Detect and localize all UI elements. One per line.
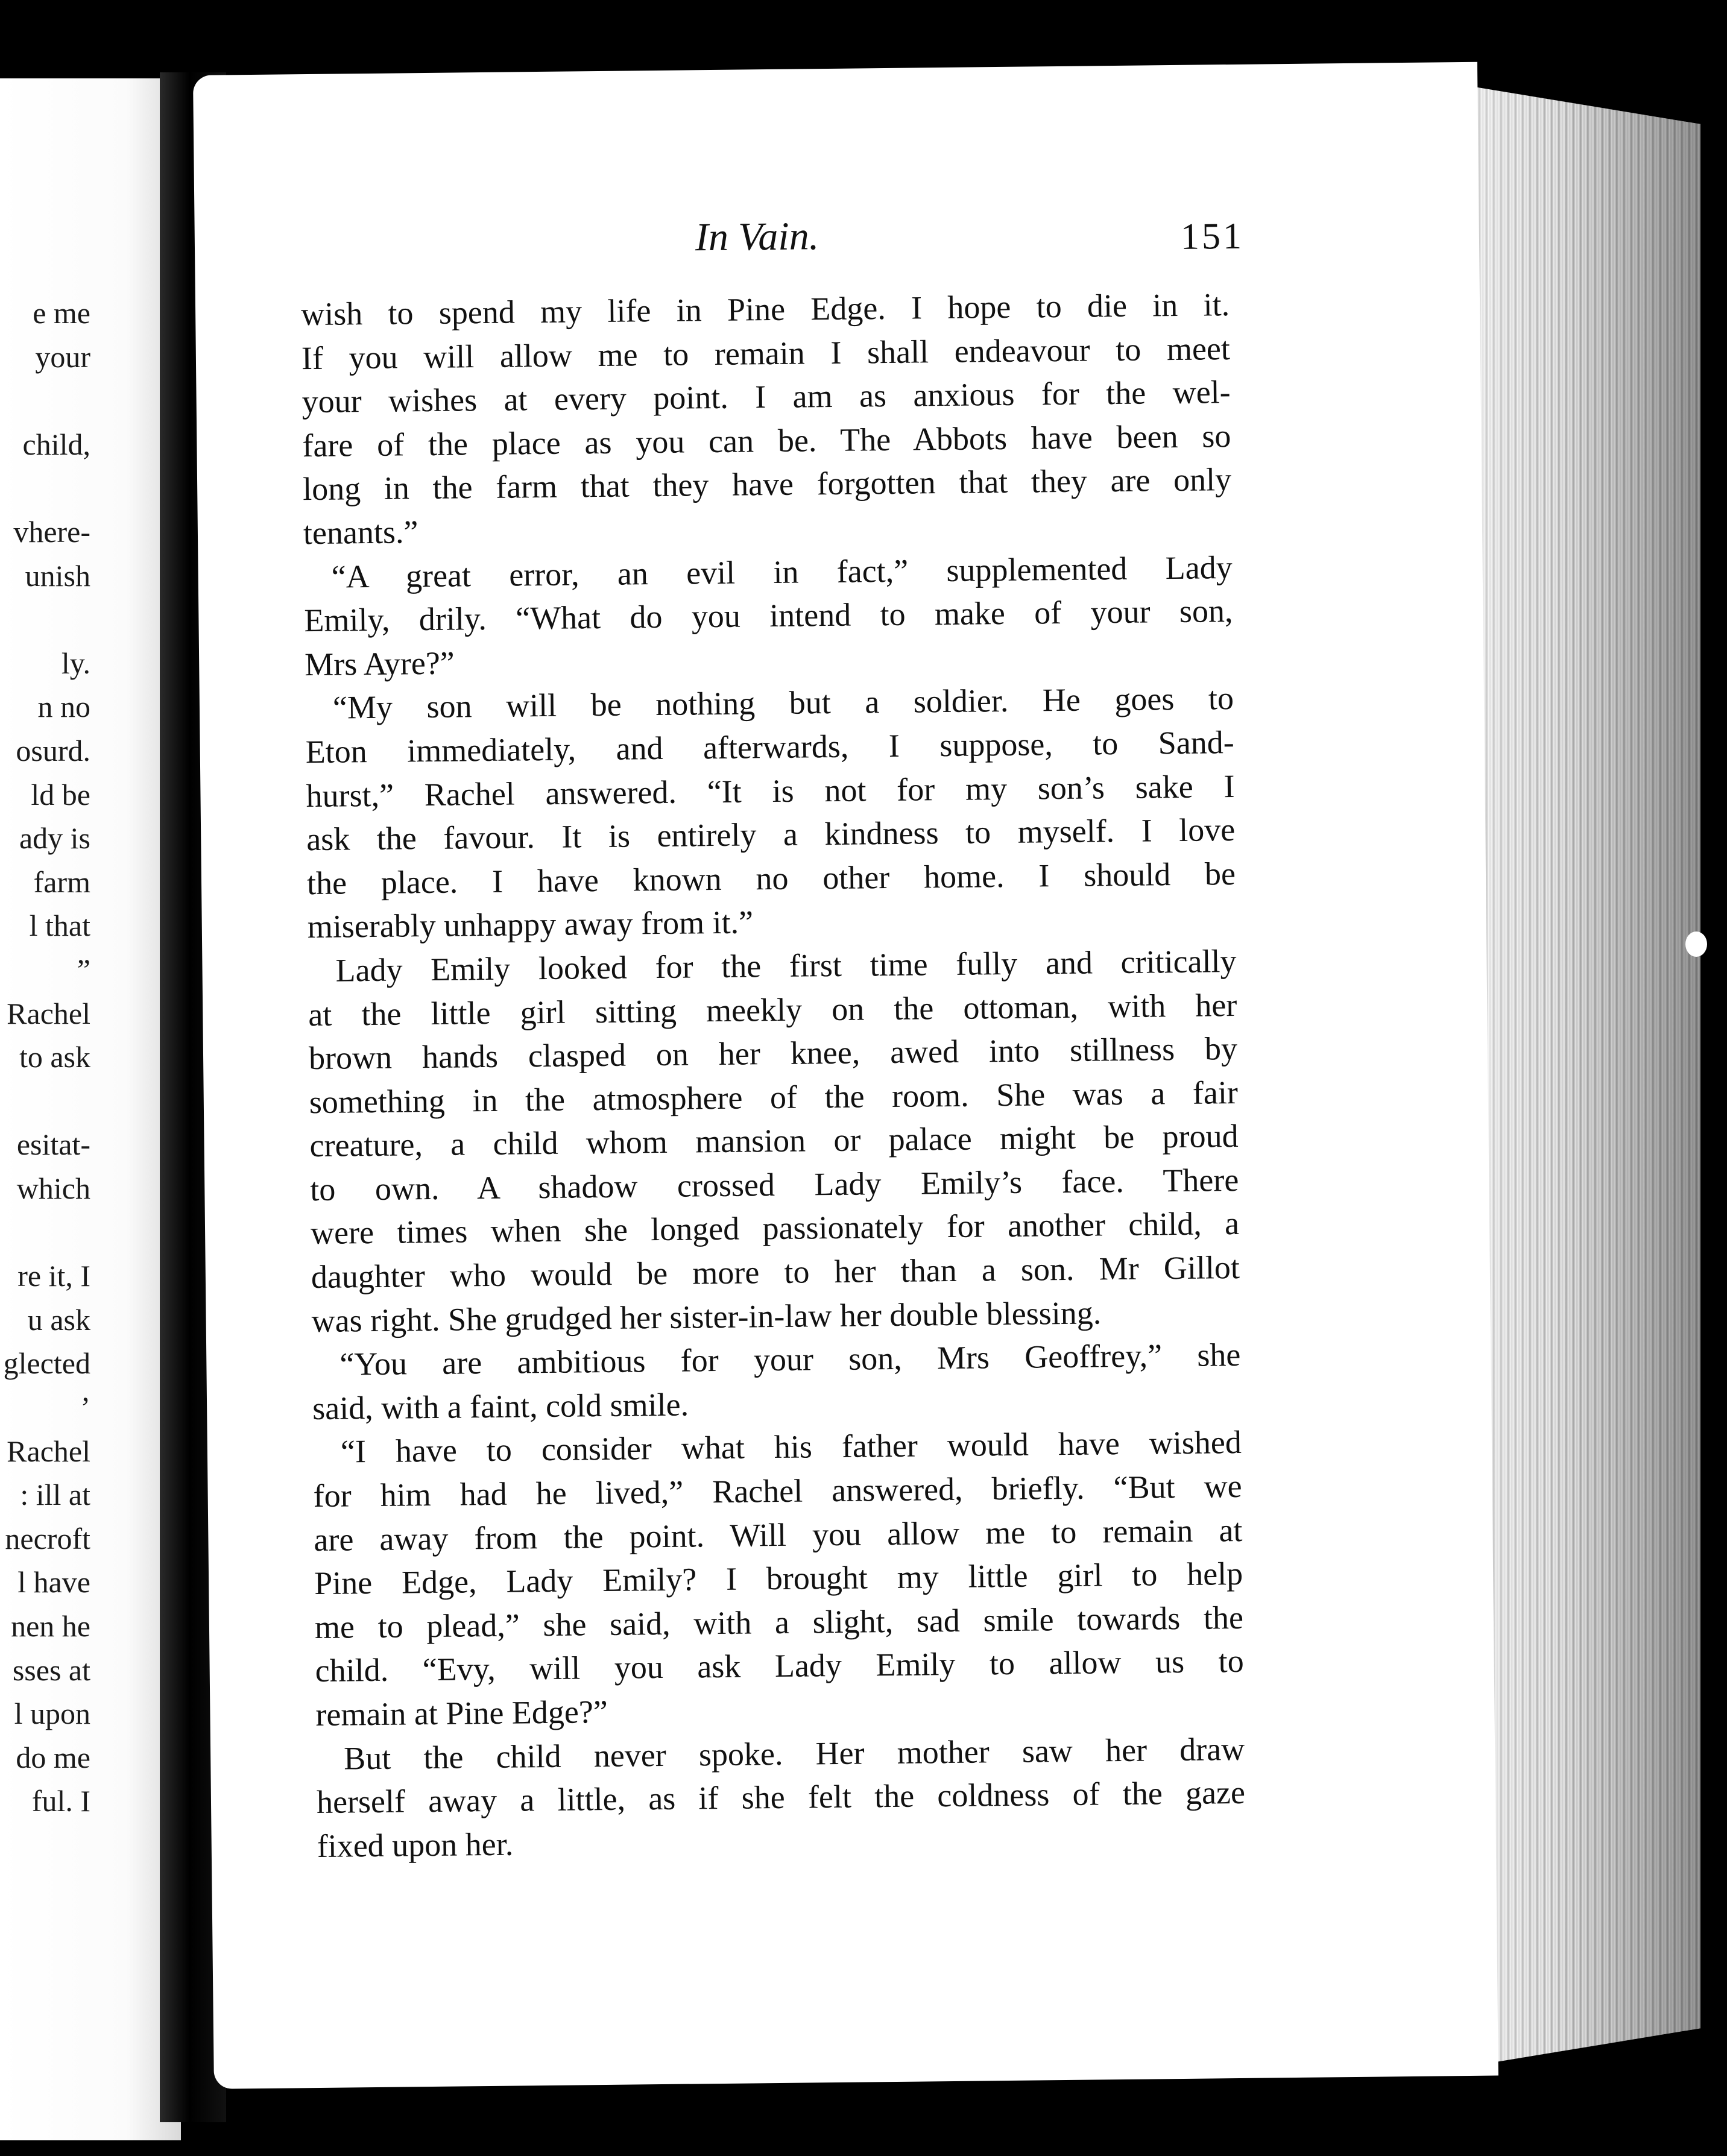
left-page-fragment: ld be	[31, 777, 90, 812]
text-line: something in the atmosphere of the room. She was a fair	[309, 1074, 1239, 1120]
text-line: remain at Pine Edge?”	[315, 1693, 608, 1733]
left-page-fragment: u ask	[27, 1302, 90, 1337]
body-text	[301, 283, 1246, 1868]
left-page-fragment: e me	[33, 296, 90, 330]
left-page-fragment: Rachel	[7, 996, 90, 1030]
page-number: 151	[1180, 215, 1245, 257]
text-line: But the child never spoke. Her mother saw her draw	[343, 1730, 1245, 1777]
left-page-fragment: nen he	[11, 1609, 90, 1643]
left-page-fragment: ’	[80, 1390, 90, 1424]
text-line: daughter who would be more to her than a son. Mr Gillot	[311, 1249, 1240, 1296]
left-page-fragment: l that	[29, 909, 90, 943]
text-line: wish to spend my life in Pine Edge. I hope to die in it.	[300, 286, 1230, 333]
left-page-fragment: : ill at	[20, 1478, 90, 1512]
text-line: Emily, drily. “What do you intend to make of your son,	[304, 593, 1233, 639]
text-line: tenants.”	[303, 514, 418, 552]
text-line: said, with a faint, cold smile.	[312, 1386, 689, 1426]
running-title: In Vain.	[695, 214, 819, 260]
left-page-fragment: child,	[22, 427, 90, 461]
text-line: long in the farm that they have forgotten that they are only	[302, 461, 1232, 508]
left-page-fragment: n no	[37, 690, 90, 724]
left-page-fragment: glected	[3, 1346, 90, 1381]
left-page-fragment: l have	[17, 1565, 90, 1600]
text-line: “A great error, an evil in fact,” supplemented Lady	[331, 549, 1233, 595]
text-line: to own. A shadow crossed Lady Emily’s face. There	[310, 1161, 1239, 1208]
text-line: Mrs Ayre?”	[304, 645, 455, 682]
text-line: miserably unhappy away from it.”	[307, 904, 754, 945]
text-line: If you will allow me to remain I shall endeavour to meet	[301, 330, 1231, 376]
text-line: the place. I have known no other home. I should be	[306, 855, 1236, 901]
text-line: hurst,” Rachel answered. “It is not for my son’s sake I	[306, 768, 1235, 814]
left-page-fragment: to ask	[19, 1040, 90, 1074]
left-page-fragment: your	[35, 339, 90, 374]
left-page-fragment: necroft	[5, 1521, 90, 1556]
left-page-fragment: vhere-	[13, 515, 90, 549]
scan-speck	[1685, 931, 1707, 957]
text-line: your wishes at every point. I am as anxious for the wel-	[302, 374, 1231, 420]
left-page-fragment: Rachel	[7, 1434, 90, 1468]
text-line: herself away a little, as if she felt the coldness of the gaze	[316, 1774, 1246, 1821]
book-page	[193, 62, 1498, 2089]
text-line: “You are ambitious for your son, Mrs Geoffrey,” she	[339, 1337, 1241, 1382]
text-line: creature, a child whom mansion or palace might be proud	[309, 1118, 1239, 1164]
left-page-fragment: ”	[77, 953, 90, 986]
text-line: “I have to consider what his father would have wished	[340, 1424, 1242, 1470]
text-line: are away from the point. Will you allow me to remain at	[314, 1511, 1243, 1558]
text-line: child. “Evy, will you ask Lady Emily to allow us to	[315, 1643, 1244, 1689]
left-page-fragment: which	[16, 1171, 90, 1205]
text-line: fare of the place as you can be. The Abbots have been so	[302, 417, 1231, 464]
text-line: at the little girl sitting meekly on the ottoman, with her	[308, 986, 1237, 1033]
left-page-fragment: farm	[33, 865, 90, 899]
text-line: me to plead,” she said, with a slight, sad smile towards the	[314, 1599, 1244, 1645]
page-header	[195, 207, 1480, 292]
text-line: brown hands clasped on her knee, awed into stillness by	[308, 1030, 1238, 1077]
text-line: fixed upon her.	[317, 1826, 514, 1864]
left-page-fragment: ful. I	[31, 1784, 90, 1818]
left-page-fragment: l upon	[14, 1697, 90, 1731]
text-line: “My son will be nothing but a soldier. He goes to	[332, 680, 1234, 726]
left-page-fragment: osurd.	[16, 734, 90, 768]
left-page-fragment: sses at	[12, 1653, 90, 1687]
previous-page	[0, 78, 181, 2140]
text-line: Eton immediately, and afterwards, I suppose, to Sand-	[305, 723, 1234, 771]
left-page-fragment: unish	[25, 558, 90, 593]
text-line: Lady Emily looked for the first time fully and critically	[335, 942, 1237, 989]
page-edges	[1459, 84, 1700, 2068]
text-line: was right. She grudged her sister-in-law her double blessing.	[311, 1294, 1102, 1339]
left-page-fragment: ady is	[19, 821, 90, 856]
left-page-fragment: re it, I	[17, 1259, 90, 1293]
text-line: were times when she longed passionately for another child, a	[310, 1205, 1240, 1252]
text-line: ask the favour. It is entirely a kindness to myself. I love	[306, 812, 1236, 858]
left-page-fragment: esitat-	[16, 1127, 90, 1162]
left-page-fragment: do me	[16, 1740, 90, 1774]
text-line: for him had he lived,” Rachel answered, briefly. “But we	[313, 1467, 1242, 1515]
left-page-fragment: ly.	[61, 646, 90, 680]
text-line: Pine Edge, Lady Emily? I brought my little girl to help	[314, 1556, 1243, 1602]
